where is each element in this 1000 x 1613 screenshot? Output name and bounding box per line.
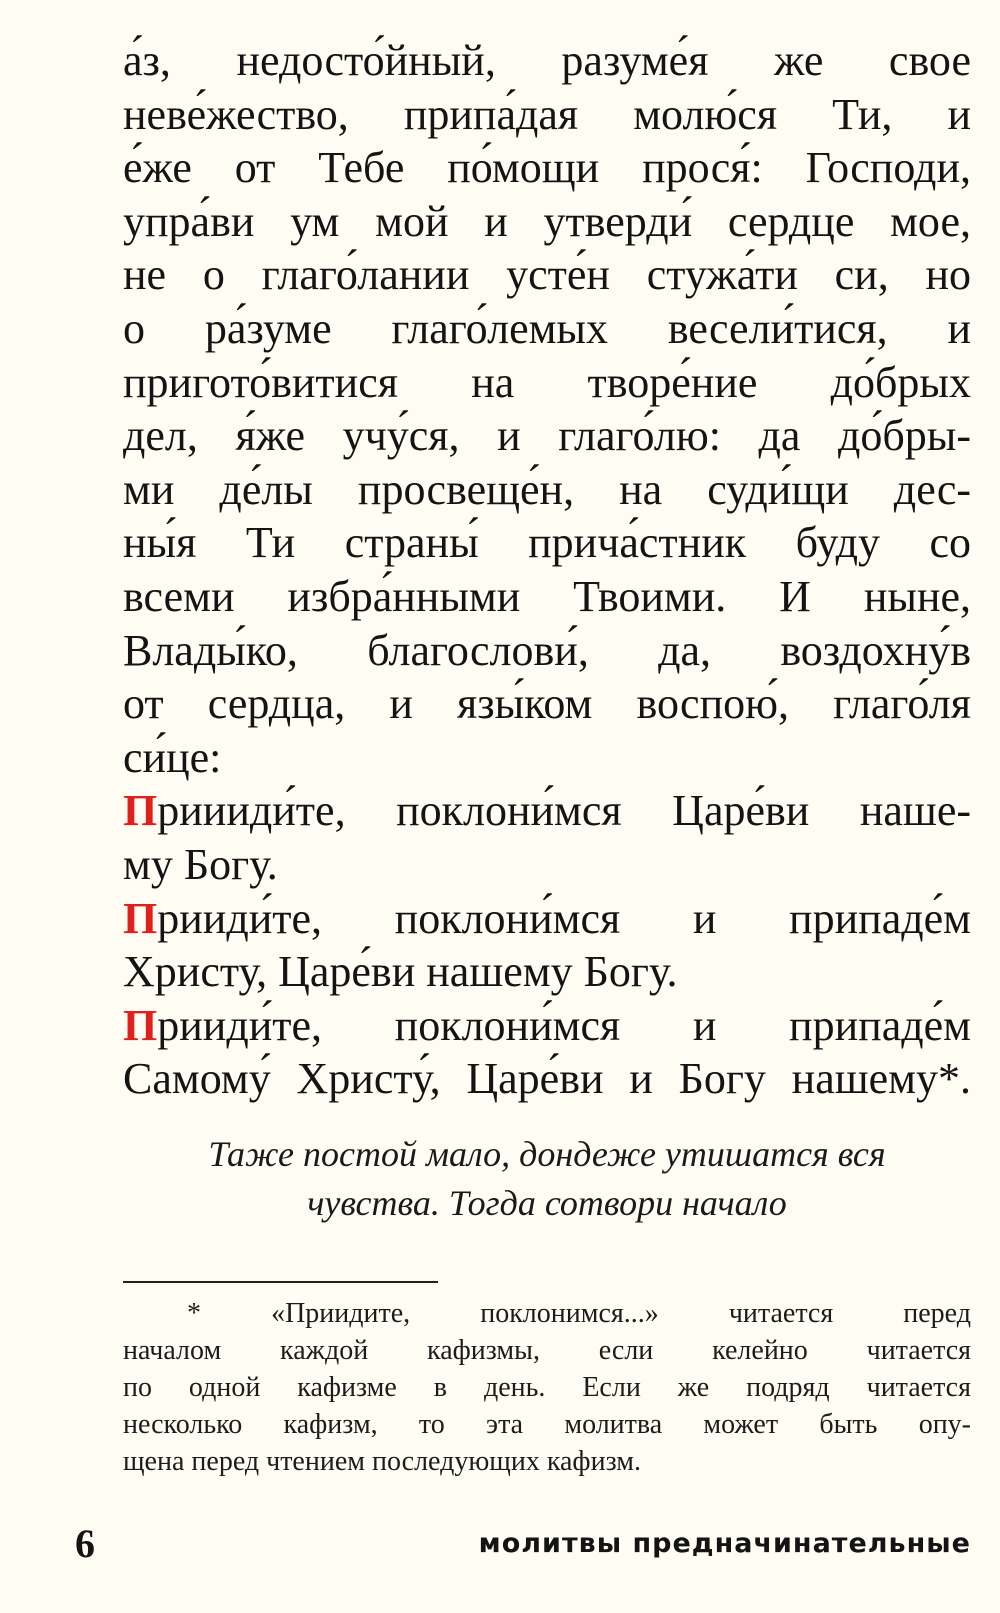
text-line: си́це: <box>123 732 222 782</box>
text-line: а́з, недосто́йный, разуме́я же свое <box>123 36 971 85</box>
text-line: неве́жество, припа́дая молю́ся Ти, и <box>123 89 971 139</box>
red-initial: П <box>123 786 158 836</box>
page-footer <box>75 1520 971 1570</box>
footnote <box>123 1295 971 1480</box>
text-line: от сердца, и язы́ком воспою́, глаго́ля <box>123 679 971 729</box>
invocation-2 <box>123 892 971 999</box>
text-line: Влады́ко, благослови́, да, воздохну́в <box>123 625 971 675</box>
invocation-text: рииди́те, поклони́мся и припаде́м <box>157 893 971 943</box>
invocation-text: Христу, Царе́ви нашему Богу. <box>123 947 678 997</box>
text-line: всеми избра́нными Твоими. И ныне, <box>123 571 971 621</box>
invocation-text: рииди́те, поклони́мся и припаде́м <box>157 1000 971 1050</box>
rubric-instruction <box>123 1130 971 1228</box>
text-line: дел, я́же учу́ся, и глаго́лю: да до́бры- <box>123 411 971 461</box>
red-initial: П <box>123 1000 158 1050</box>
footnote-line: * «Приидите, поклонимся...» читается перед <box>187 1297 971 1329</box>
text-line: о ра́зуме глаго́лемых весели́тися, и <box>123 303 971 353</box>
text-line: не о глаго́лании усте́н стужа́ти си, но <box>123 250 971 300</box>
invocation-text: Самому́ Христу́, Царе́ви и Богу нашему*. <box>123 1054 971 1104</box>
footnote-line: началом каждой кафизмы, если келейно читается <box>123 1334 971 1366</box>
prayer-text <box>123 34 971 784</box>
text-line: упра́ви ум мой и утверди́ сердце мое, <box>123 196 971 246</box>
invocation-text: риииди́те, поклони́мся Царе́ви наше- <box>157 786 971 836</box>
text-line: ны́я Ти страны́ прича́стник буду со <box>123 518 971 568</box>
page-content <box>123 34 971 1480</box>
text-line: ми де́лы просвеще́н, на суди́щи дес- <box>123 464 971 514</box>
invocation-text: му Богу. <box>123 839 278 889</box>
page-number: 6 <box>75 1521 95 1566</box>
text-line: е́же от Тебе по́мощи прося́: Господи, <box>123 143 971 193</box>
running-head: молитвы предначинательные <box>478 1528 971 1559</box>
footnote-line: по одной кафизме в день. Если же подряд читается <box>123 1371 971 1403</box>
invocation-1 <box>123 784 971 891</box>
rubric-line: чувства. Тогда сотвори начало <box>307 1182 787 1223</box>
footnote-line: несколько кафизм, то эта молитва может быть опу- <box>123 1408 971 1440</box>
red-initial: П <box>123 893 158 943</box>
rubric-line: Таже постой мало, дондеже утишатся вся <box>208 1133 886 1174</box>
text-line: пригото́витися на творе́ние до́брых <box>123 357 971 407</box>
footnote-divider <box>123 1281 438 1283</box>
footnote-line: щена перед чтением последующих кафизм. <box>123 1445 641 1477</box>
invocation-3 <box>123 999 971 1106</box>
